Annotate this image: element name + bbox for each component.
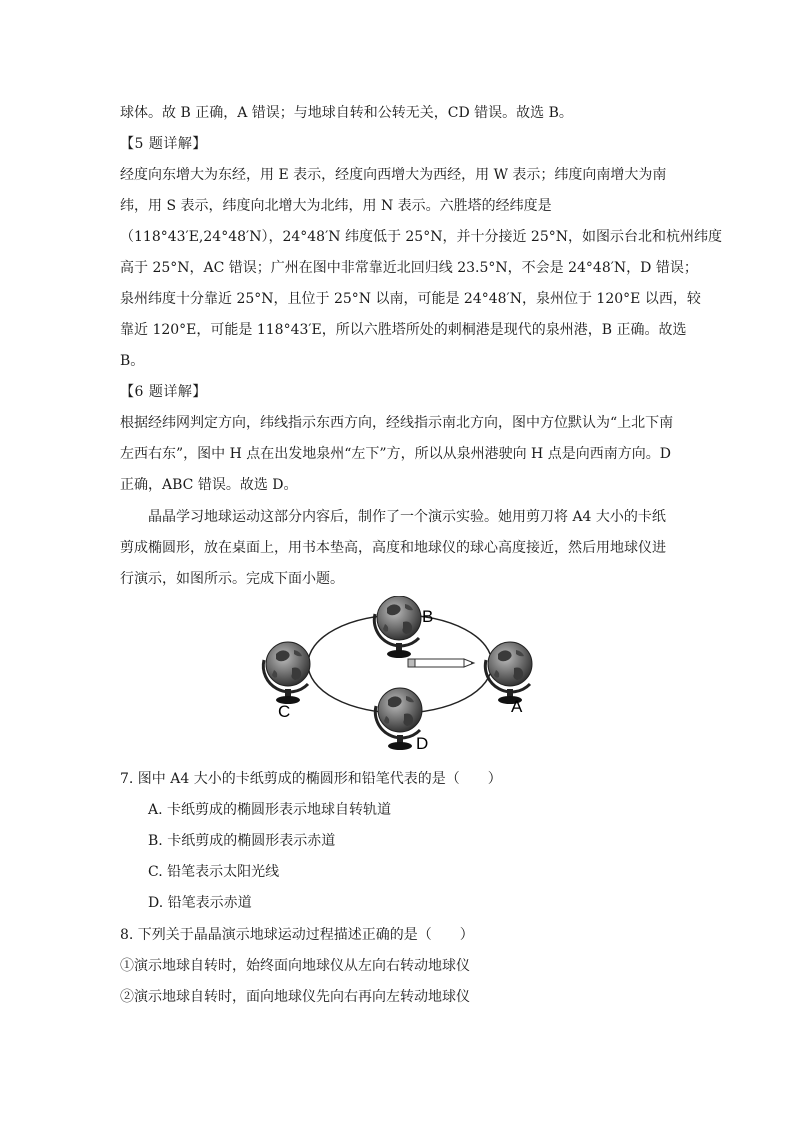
- text-line: 球体。故 B 正确，A 错误；与地球自转和公转无关，CD 错误。故选 B。: [120, 105, 573, 121]
- question-8-stem: 8. 下列关于晶晶演示地球运动过程描述正确的是（ ）: [120, 927, 474, 943]
- text-line: （118°43′E,24°48′N），24°48′N 纬度低于 25°N，并十分接近 25°N，如图示台北和杭州纬度: [120, 229, 722, 245]
- text-line: 行演示，如图所示。完成下面小题。: [120, 571, 344, 587]
- section-heading-q6: 【6 题详解】: [120, 384, 207, 400]
- question-7-stem: 7. 图中 A4 大小的卡纸剪成的椭圆形和铅笔代表的是（ ）: [120, 771, 502, 787]
- globe-demonstration-figure: [252, 596, 548, 754]
- text-line: 靠近 120°E，可能是 118°43′E，所以六胜塔所处的刺桐港是现代的泉州港，B 正确。故选: [120, 322, 687, 338]
- q7-option-c[interactable]: C. 铅笔表示太阳光线: [148, 864, 280, 880]
- q7-option-d[interactable]: D. 铅笔表示赤道: [148, 895, 252, 911]
- globe-d: [375, 688, 422, 750]
- label-d: D: [416, 734, 429, 753]
- q7-option-b[interactable]: B. 卡纸剪成的椭圆形表示赤道: [148, 833, 336, 849]
- globe-a: [485, 642, 532, 704]
- text-line: 剪成椭圆形，放在桌面上，用书本垫高，高度和地球仪的球心高度接近，然后用地球仪进: [120, 540, 666, 556]
- text-line: B。: [120, 353, 145, 369]
- text-line: 晶晶学习地球运动这部分内容后，制作了一个演示实验。她用剪刀将 A4 大小的卡纸: [148, 509, 666, 525]
- text-line: 正确，ABC 错误。故选 D。: [120, 477, 298, 493]
- section-heading-q5: 【5 题详解】: [120, 136, 207, 152]
- q8-item-2: ②演示地球自转时，面向地球仪先向右再向左转动地球仪: [120, 989, 470, 1005]
- text-line: 泉州纬度十分靠近 25°N，且位于 25°N 以南，可能是 24°48′N，泉州位于 120°E 以西，较: [120, 291, 701, 307]
- label-b: B: [422, 607, 434, 626]
- text-line: 高于 25°N，AC 错误；广州在图中非常靠近北回归线 23.5°N，不会是 24°48′N，D 错误；: [120, 260, 698, 276]
- pencil: [408, 659, 474, 667]
- globe-c: [263, 642, 310, 704]
- label-a: A: [511, 697, 523, 716]
- text-line: 纬，用 S 表示，纬度向北增大为北纬，用 N 表示。六胜塔的经纬度是: [120, 198, 552, 214]
- globe-b: [374, 596, 421, 658]
- label-c: C: [278, 702, 291, 721]
- text-line: 根据经纬网判定方向，纬线指示东西方向，经线指示南北方向，图中方位默认为“上北下南: [120, 415, 674, 431]
- text-line: 左西右东”，图中 H 点在出发地泉州“左下”方，所以从泉州港驶向 H 点是向西南方向。D: [120, 446, 671, 462]
- text-line: 经度向东增大为东经，用 E 表示，经度向西增大为西经，用 W 表示；纬度向南增大为南: [120, 167, 667, 183]
- q8-item-1: ①演示地球自转时，始终面向地球仪从左向右转动地球仪: [120, 958, 470, 974]
- q7-option-a[interactable]: A. 卡纸剪成的椭圆形表示地球自转轨道: [148, 802, 392, 818]
